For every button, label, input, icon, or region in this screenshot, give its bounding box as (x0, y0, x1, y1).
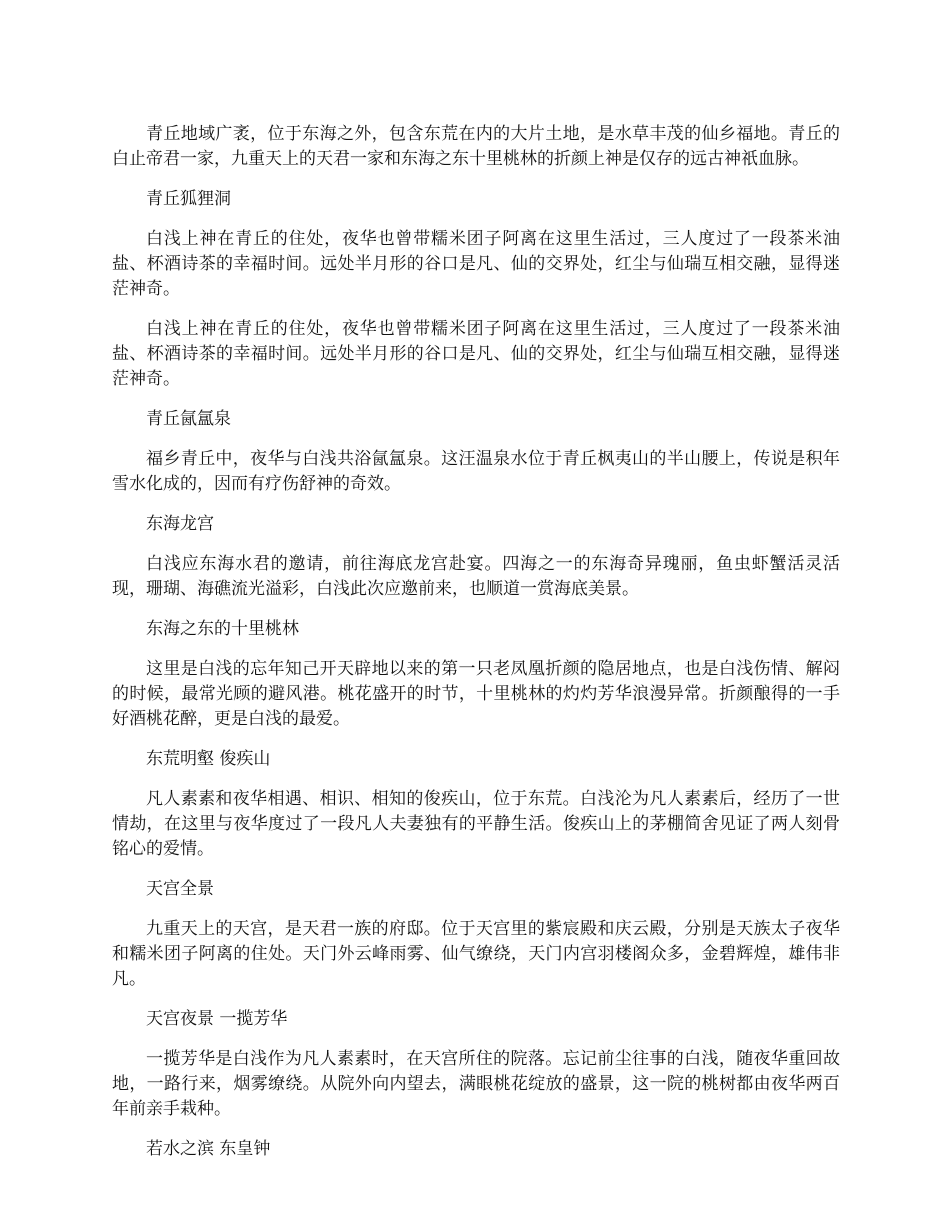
section-paragraph: 白浅上神在青丘的住处，夜华也曾带糯米团子阿离在这里生活过，三人度过了一段茶米油盐、杯酒诗茶的幸福时间。远处半月形的谷口是凡、仙的交界处，红尘与仙瑞互相交融，显得迷茫神奇。 (112, 319, 840, 389)
document-body (112, 122, 840, 1177)
intro-paragraph: 青丘地域广袤，位于东海之外，包含东荒在内的大片土地，是水草丰茂的仙乡福地。青丘的白止帝君一家，九重天上的天君一家和东海之东十里桃林的折颜上神是仅存的远古神祇血脉。 (112, 124, 840, 169)
section-heading: 东海之东的十里桃林 (146, 619, 299, 639)
section-paragraph: 白浅应东海水君的邀请，前往海底龙宫赴宴。四海之一的东海奇异瑰丽，鱼虫虾蟹活灵活现，珊瑚、海礁流光溢彩，白浅此次应邀前来，也顺道一赏海底美景。 (112, 554, 840, 599)
section-heading: 天宫全景 (146, 879, 214, 899)
section-heading: 东荒明壑 俊疾山 (146, 749, 271, 769)
section-paragraph: 福乡青丘中，夜华与白浅共浴氤氲泉。这汪温泉水位于青丘枫夷山的半山腰上，传说是积年雪水化成的，因而有疗伤舒神的奇效。 (112, 449, 840, 494)
section-paragraph: 九重天上的天宫，是天君一族的府邸。位于天宫里的紫宸殿和庆云殿，分别是天族太子夜华和糯米团子阿离的住处。天门外云峰雨雾、仙气缭绕，天门内宫羽楼阁众多，金碧辉煌，雄伟非凡。 (112, 919, 840, 989)
section-paragraph: 凡人素素和夜华相遇、相识、相知的俊疾山，位于东荒。白浅沦为凡人素素后，经历了一世情劫，在这里与夜华度过了一段凡人夫妻独有的平静生活。俊疾山上的茅棚简舍见证了两人刻骨铭心的爱情。 (112, 789, 840, 859)
section-heading: 若水之滨 东皇钟 (146, 1139, 271, 1159)
section-heading: 东海龙宫 (146, 514, 214, 534)
section-heading: 天宫夜景 一揽芳华 (146, 1009, 288, 1029)
section-paragraph: 白浅上神在青丘的住处，夜华也曾带糯米团子阿离在这里生活过，三人度过了一段茶米油盐、杯酒诗茶的幸福时间。远处半月形的谷口是凡、仙的交界处，红尘与仙瑞互相交融，显得迷茫神奇。 (112, 229, 840, 299)
section-paragraph: 一揽芳华是白浅作为凡人素素时，在天宫所住的院落。忘记前尘往事的白浅，随夜华重回故地，一路行来，烟雾缭绕。从院外向内望去，满眼桃花绽放的盛景，这一院的桃树都由夜华两百年前亲手栽种。 (112, 1049, 840, 1119)
section-paragraph: 这里是白浅的忘年知己开天辟地以来的第一只老凤凰折颜的隐居地点，也是白浅伤情、解闷的时候，最常光顾的避风港。桃花盛开的时节，十里桃林的灼灼芳华浪漫异常。折颜酿得的一手好酒桃花醉，更是白浅的最爱。 (112, 659, 840, 729)
section-heading: 青丘氤氲泉 (146, 409, 231, 429)
section-heading: 青丘狐狸洞 (146, 189, 231, 209)
